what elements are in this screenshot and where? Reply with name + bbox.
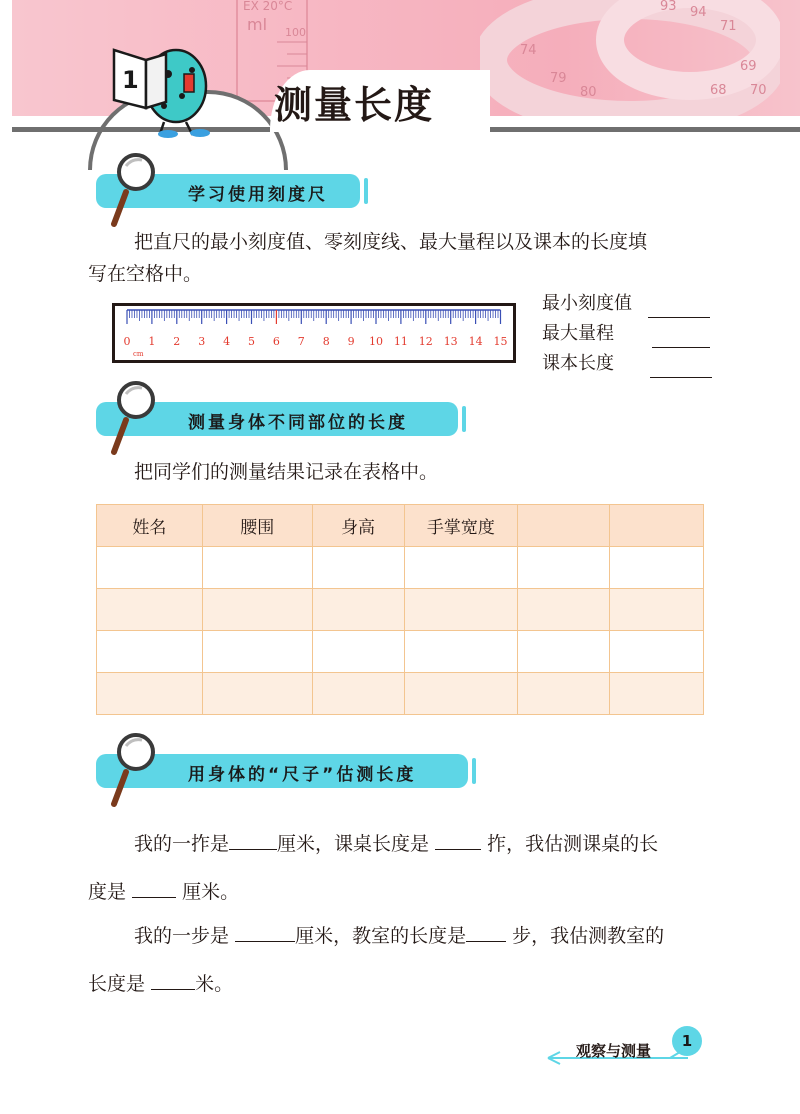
text-run: 度是 [88,881,127,903]
table-cell[interactable] [518,631,610,673]
table-cell[interactable] [312,631,404,673]
table-header-row [97,505,704,547]
section-label: 学习使用刻度尺 [188,185,328,205]
svg-text:ml: ml [247,15,268,34]
section-heading-body-ruler [96,748,476,792]
ruler-unit-label: cm [133,350,144,358]
table-cell[interactable] [404,547,518,589]
answer-blank[interactable] [132,880,176,898]
answer-blank[interactable] [648,300,710,318]
section-label: 测量身体不同部位的长度 [188,413,408,433]
section-heading-body-measure [96,396,466,440]
table-cell[interactable] [404,673,518,715]
table-cell[interactable] [202,631,312,673]
section-heading-ruler [96,168,368,212]
svg-text:79: 79 [550,71,567,86]
ruler-diagram [112,303,516,363]
svg-text:80: 80 [580,85,597,100]
ruler-answer-fields [542,290,722,380]
table-cell[interactable] [202,589,312,631]
text-run: 我的一步是 [134,925,230,947]
ruler-tick-label: 7 [297,335,305,348]
svg-text:70: 70 [750,83,767,98]
field-label: 最小刻度值 [542,293,632,314]
ruler-tick-label: 14 [468,335,483,348]
ruler-tick-label: 13 [443,335,458,348]
field-textbook-length [542,350,722,380]
mascot-badge-number: 1 [122,66,139,94]
table-cell[interactable] [312,673,404,715]
svg-text:71: 71 [720,19,737,34]
text-run: 拃，我估测课桌的长 [487,833,659,855]
table-instruction [88,456,710,488]
svg-text:100: 100 [285,26,306,39]
table-cell[interactable] [610,673,704,715]
text-run: 我的一拃是 [134,833,230,855]
ruler-tick-label: 4 [223,335,231,348]
magnifier-icon [106,150,166,228]
text-run: 厘米。 [182,881,240,903]
text-run: 步，我估测教室的 [512,925,665,947]
section-label: 用身体的“尺子”估测长度 [188,765,417,785]
instruction-line: 把直尺的最小刻度值、零刻度线、最大量程以及课本的长度填 [134,231,648,253]
text-run: 米。 [195,973,234,995]
table-header-cell [518,505,610,547]
magnifier-icon [106,730,166,808]
ruler-tick-label: 9 [347,335,355,348]
estimate-paragraph-hand [88,820,710,916]
table-cell[interactable] [610,547,704,589]
ruler-tick-label: 15 [493,335,508,348]
magnifier-icon [106,378,166,456]
table-cell[interactable] [404,589,518,631]
answer-blank[interactable] [435,832,481,850]
answer-blank[interactable] [151,972,195,990]
table-cell[interactable] [404,631,518,673]
mascot-reading-book-icon [108,30,218,140]
ruler-tick-label: 2 [173,335,181,348]
table-row [97,673,704,715]
answer-blank[interactable] [229,832,277,850]
page-title: 测量长度 [274,83,435,127]
table-row [97,547,704,589]
ruler-scale [115,306,513,360]
table-header-cell: 手掌宽度 [404,505,518,547]
table-cell[interactable] [202,547,312,589]
ruler-tick-label: 3 [198,335,206,348]
table-header-cell [610,505,704,547]
table-cell[interactable] [202,673,312,715]
text-run: 长度是 [88,973,146,995]
field-label: 课本长度 [542,353,614,374]
table-row [97,589,704,631]
instruction-line: 写在空格中。 [88,263,203,285]
ruler-tick-label: 8 [322,335,330,348]
ruler-tick-label: 1 [148,335,156,348]
footer-label: 观察与测量 [576,1042,652,1060]
ruler-tick-label: 11 [393,335,408,348]
svg-text:68: 68 [710,83,727,98]
answer-blank[interactable] [652,330,710,348]
table-cell[interactable] [610,589,704,631]
table-header-cell: 腰围 [202,505,312,547]
svg-text:93: 93 [660,0,677,14]
table-cell[interactable] [312,589,404,631]
ruler-tick-label: 0 [123,335,131,348]
table-cell[interactable] [610,631,704,673]
field-max-range [542,320,722,350]
page-number: 1 [672,1026,702,1056]
ruler-tick-label: 10 [369,335,383,348]
answer-blank[interactable] [235,924,295,942]
table-cell[interactable] [518,547,610,589]
text-run: 厘米，课桌长度是 [277,833,430,855]
ruler-instruction [88,226,710,290]
table-cell[interactable] [312,547,404,589]
table-row [97,631,704,673]
table-cell[interactable] [97,673,203,715]
table-header-cell: 姓名 [97,505,203,547]
table-header-cell: 身高 [312,505,404,547]
ruler-tick-label: 6 [272,335,280,348]
table-cell[interactable] [97,589,203,631]
field-min-scale [542,290,722,320]
estimate-paragraph-step [88,912,710,1008]
ruler-tick-label: 12 [418,335,433,348]
measurement-table [96,504,704,715]
page-footer [540,1024,720,1074]
answer-blank[interactable] [466,924,506,942]
table-cell[interactable] [518,673,610,715]
svg-text:94: 94 [690,5,707,20]
table-cell[interactable] [97,547,203,589]
svg-text:EX 20°C: EX 20°C [243,0,293,13]
measuring-tape-illustration [480,0,780,116]
svg-text:74: 74 [520,43,537,58]
instruction-line: 把同学们的测量结果记录在表格中。 [134,461,439,483]
field-label: 最大量程 [542,323,614,344]
text-run: 厘米，教室的长度是 [295,925,467,947]
svg-text:69: 69 [740,59,757,74]
table-cell[interactable] [97,631,203,673]
answer-blank[interactable] [650,360,712,378]
table-cell[interactable] [518,589,610,631]
ruler-tick-label: 5 [248,335,255,348]
